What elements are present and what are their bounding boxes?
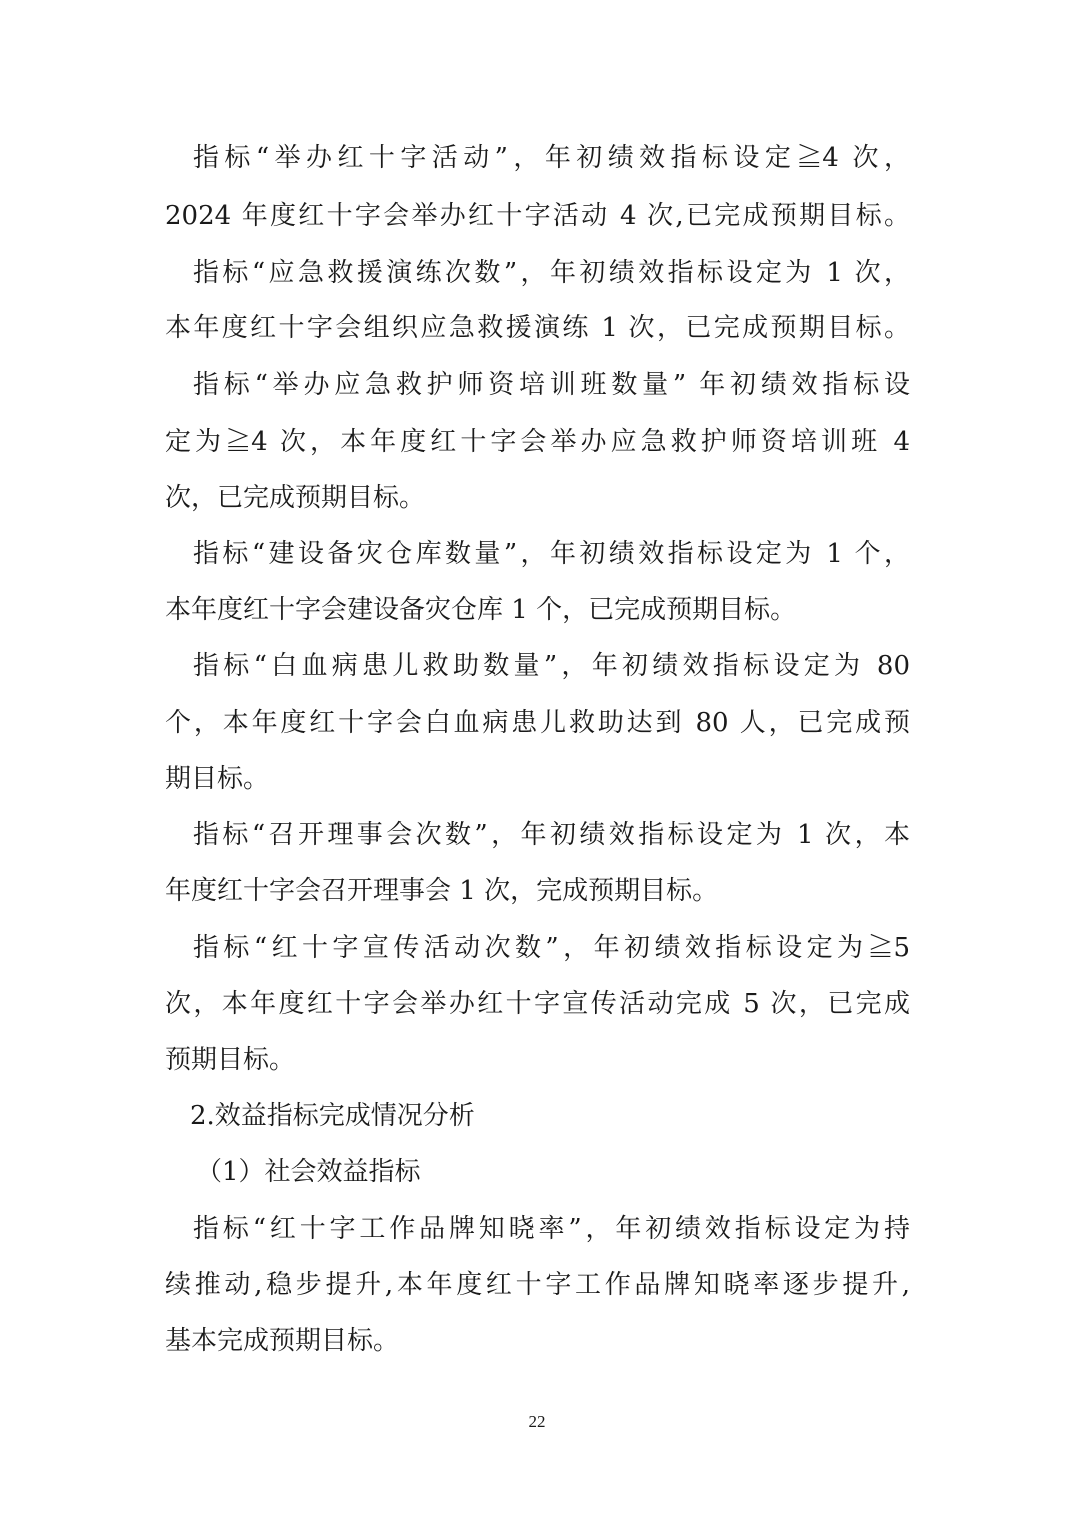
paragraph-5-line-2: 个，本年度红十字会白血病患儿救助达到 80 人，已完成预 bbox=[165, 708, 910, 738]
paragraph-6-line-2: 年度红十字会召开理事会 1 次，完成预期目标。 bbox=[165, 876, 719, 906]
paragraph-4-line-1: 指标“建设备灾仓库数量”，年初绩效指标设定为 1 个， bbox=[193, 539, 910, 569]
paragraph-4-line-2: 本年度红十字会建设备灾仓库 1 个，已完成预期目标。 bbox=[165, 595, 797, 625]
paragraph-3-line-2: 定为≧4 次，本年度红十字会举办应急救护师资培训班 4 bbox=[165, 427, 910, 457]
paragraph-7-line-2: 次，本年度红十字会举办红十字宣传活动完成 5 次，已完成 bbox=[165, 989, 910, 1019]
paragraph-6-line-1: 指标“召开理事会次数”，年初绩效指标设定为 1 次，本 bbox=[193, 820, 910, 850]
paragraph-5-line-3: 期目标。 bbox=[165, 764, 270, 794]
final-paragraph-line-2: 续推动,稳步提升,本年度红十字工作品牌知晓率逐步提升, bbox=[165, 1270, 910, 1300]
final-paragraph-line-3: 基本完成预期目标。 bbox=[165, 1326, 400, 1356]
page-number: 22 bbox=[528, 1412, 546, 1431]
sub-heading: （1）社会效益指标 bbox=[196, 1157, 421, 1187]
section-heading: 2.效益指标完成情况分析 bbox=[190, 1101, 475, 1131]
paragraph-3-line-1: 指标“举办应急救护师资培训班数量” 年初绩效指标设 bbox=[193, 370, 910, 400]
final-paragraph-line-1: 指标“红十字工作品牌知晓率”，年初绩效指标设定为持 bbox=[193, 1214, 910, 1244]
paragraph-2-line-2: 本年度红十字会组织应急救援演练 1 次，已完成预期目标。 bbox=[165, 313, 910, 343]
paragraph-2-line-1: 指标“应急救援演练次数”，年初绩效指标设定为 1 次， bbox=[193, 258, 910, 288]
paragraph-3-line-3: 次，已完成预期目标。 bbox=[165, 483, 426, 513]
paragraph-7-line-3: 预期目标。 bbox=[165, 1045, 296, 1075]
paragraph-1-line-2: 2024 年度红十字会举办红十字活动 4 次,已完成预期目标。 bbox=[165, 201, 910, 231]
paragraph-7-line-1: 指标“红十字宣传活动次数”，年初绩效指标设定为≧5 bbox=[193, 933, 910, 963]
paragraph-1-line-1: 指标“举办红十字活动”，年初绩效指标设定≧4 次， bbox=[193, 143, 910, 173]
paragraph-5-line-1: 指标“白血病患儿救助数量”，年初绩效指标设定为 80 bbox=[193, 651, 910, 681]
